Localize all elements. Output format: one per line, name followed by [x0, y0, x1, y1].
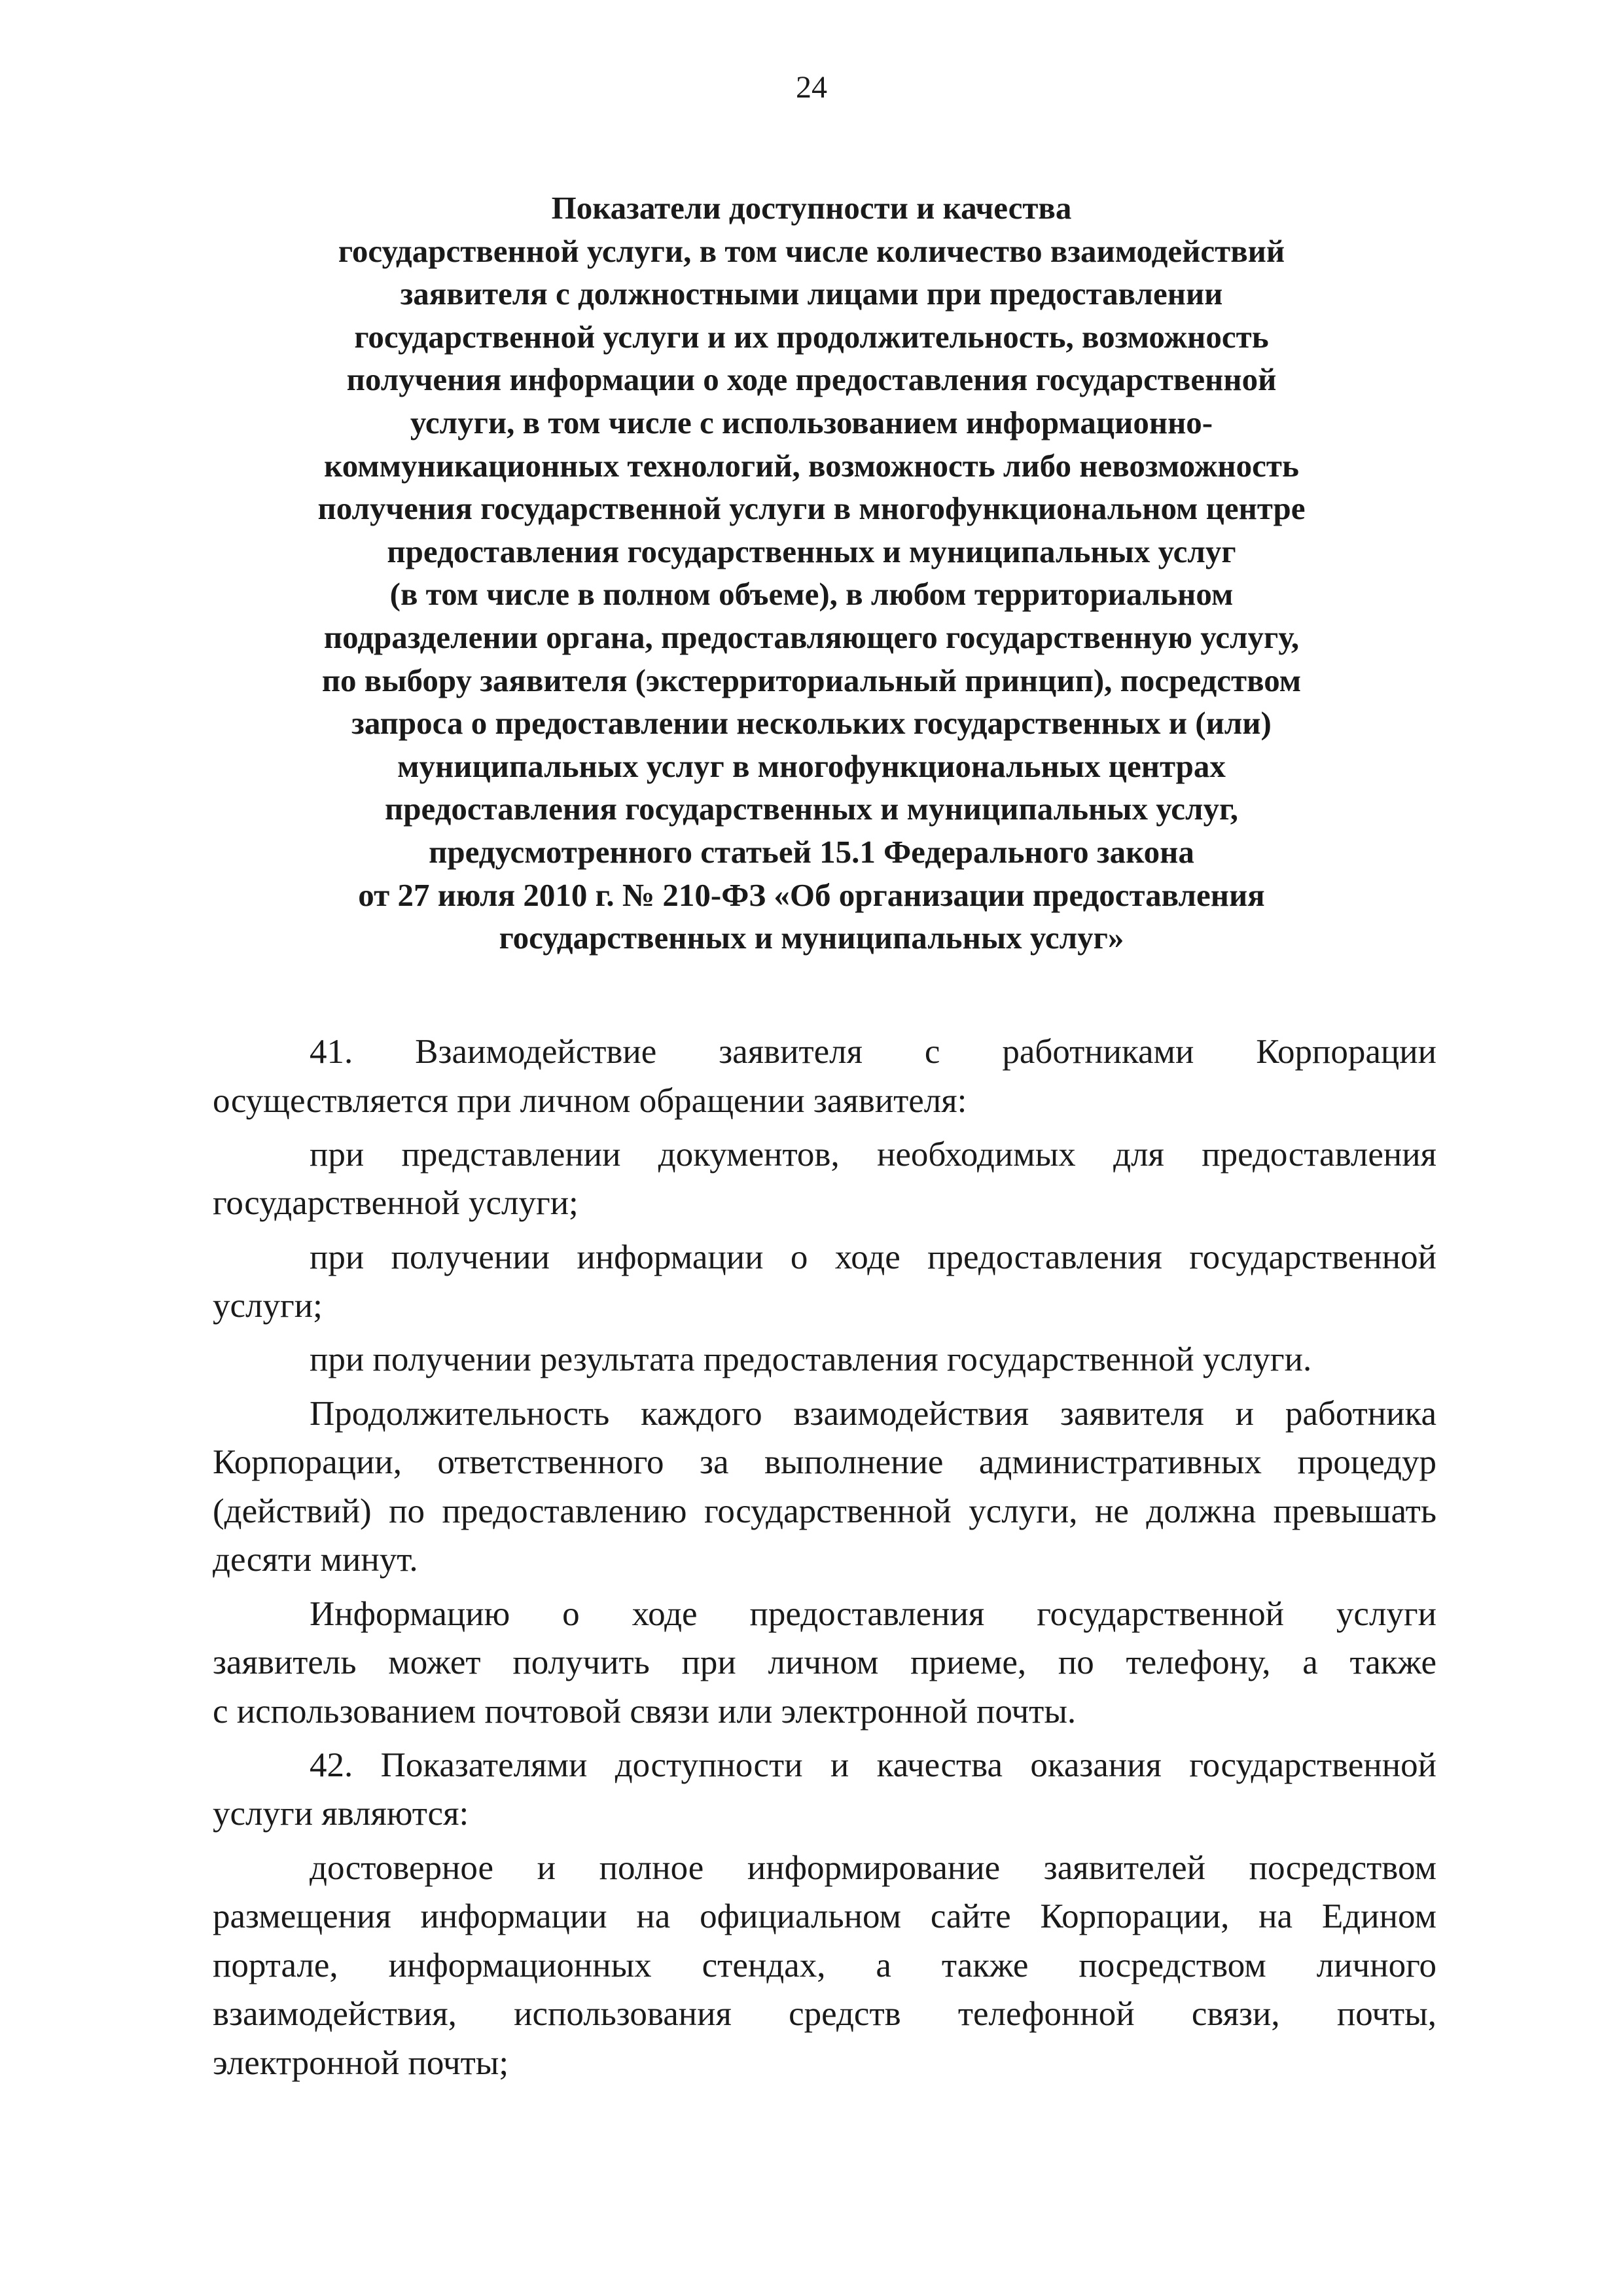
paragraph-line: портале, информационных стендах, а также посредством личного	[213, 1946, 1436, 1984]
paragraph-informing	[213, 1844, 1436, 2088]
paragraph-progress-info	[213, 1590, 1436, 1736]
heading-line: предусмотренного статьей 15.1 Федерального закона	[429, 833, 1194, 870]
paragraph-line: с использованием почтовой связи или электронной почты.	[213, 1692, 1077, 1731]
heading-line: коммуникационных технологий, возможность либо невозможность	[324, 447, 1299, 484]
paragraph-line: заявитель может получить при личном приеме, по телефону, а также	[213, 1643, 1436, 1682]
body-text	[213, 1028, 1436, 2092]
paragraph-information	[213, 1233, 1436, 1331]
paragraph-line: при получении результата предоставления государственной услуги.	[310, 1340, 1312, 1379]
heading-line: предоставления государственных и муниципальных услуг	[387, 533, 1236, 569]
heading-line: подразделении органа, предоставляющего государственную услугу,	[323, 619, 1300, 655]
paragraph-line: государственной услуги;	[213, 1184, 579, 1223]
paragraph-line: десяти минут.	[213, 1541, 418, 1579]
heading-line: Показатели доступности и качества	[551, 190, 1072, 226]
paragraph-line: достоверное и полное информирование заявителей посредством	[310, 1848, 1436, 1887]
paragraph-line: Информацию о ходе предоставления государственной услуги	[310, 1594, 1436, 1633]
heading-line: муниципальных услуг в многофункциональных центрах	[397, 747, 1226, 784]
heading-line: государственной услуги и их продолжительность, возможность	[354, 318, 1269, 355]
page-number: 24	[796, 70, 827, 105]
heading-line: заявителя с должностными лицами при предоставлении	[400, 276, 1223, 312]
paragraph-line: осуществляется при личном обращении заявителя:	[213, 1081, 967, 1120]
heading-line: получения государственной услуги в многофункциональном центре	[317, 490, 1306, 527]
paragraph-line: 42. Показателями доступности и качества оказания государственной	[310, 1746, 1436, 1784]
paragraph-42	[213, 1741, 1436, 1839]
paragraph-result	[213, 1335, 1436, 1384]
paragraph-41	[213, 1028, 1436, 1125]
paragraph-line: при представлении документов, необходимых для предоставления	[310, 1135, 1436, 1174]
heading-line: (в том числе в полном объеме), в любом территориальном	[389, 576, 1234, 613]
heading-line: получения информации о ходе предоставления государственной	[346, 361, 1277, 398]
heading-line: государственных и муниципальных услуг»	[499, 920, 1124, 956]
heading-line: услуги, в том числе с использованием информационно-	[410, 404, 1213, 440]
paragraph-line: размещения информации на официальном сайте Корпорации, на Едином	[213, 1897, 1436, 1936]
paragraph-line: Корпорации, ответственного за выполнение административных процедур	[213, 1443, 1436, 1482]
section-heading	[196, 187, 1427, 960]
paragraph-line: (действий) по предоставлению государственной услуги, не должна превышать	[213, 1492, 1436, 1530]
paragraph-documents	[213, 1130, 1436, 1228]
paragraph-line: услуги являются:	[213, 1795, 469, 1833]
paragraph-line: электронной почты;	[213, 2044, 509, 2083]
heading-line: запроса о предоставлении нескольких государственных и (или)	[351, 705, 1272, 742]
heading-line: по выбору заявителя (экстерриториальный принцип), посредством	[321, 662, 1302, 698]
paragraph-duration	[213, 1390, 1436, 1585]
paragraph-line: 41. Взаимодействие заявителя с работниками Корпорации	[310, 1033, 1436, 1071]
paragraph-line: Продолжительность каждого взаимодействия заявителя и работника	[310, 1394, 1436, 1433]
paragraph-line: при получении информации о ходе предоставления государственной	[310, 1238, 1436, 1276]
heading-line: предоставления государственных и муниципальных услуг,	[385, 791, 1238, 827]
heading-line: государственной услуги, в том числе количество взаимодействий	[338, 232, 1285, 269]
paragraph-line: взаимодействия, использования средств телефонной связи, почты,	[213, 1995, 1436, 2034]
paragraph-line: услуги;	[213, 1287, 323, 1325]
heading-line: от 27 июля 2010 г. № 210-ФЗ «Об организации предоставления	[358, 876, 1265, 913]
